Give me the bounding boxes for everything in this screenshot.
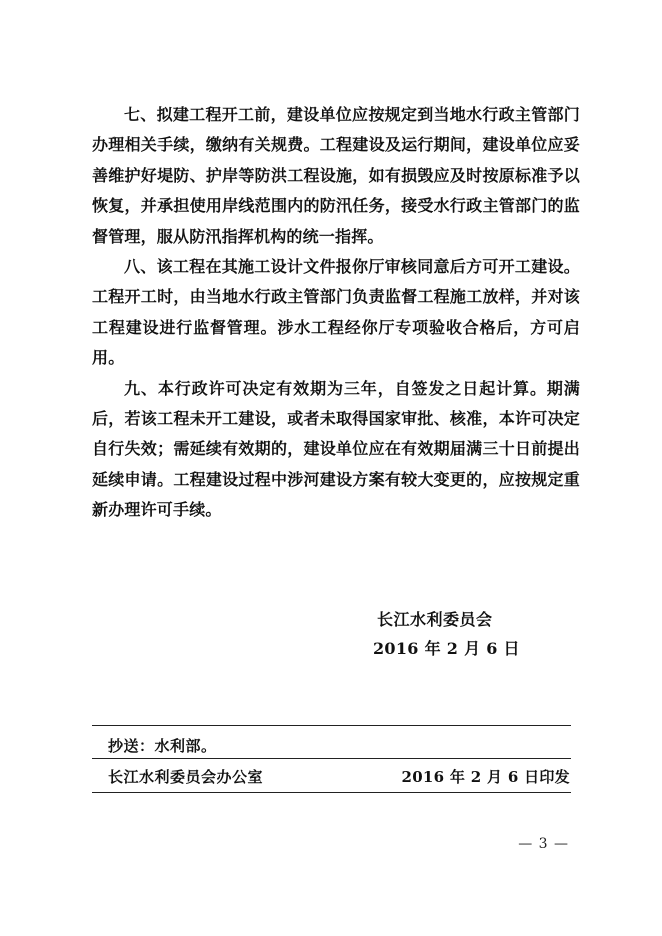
page-number: — 3 — (518, 836, 569, 852)
paragraph-eight: 八、该工程在其施工设计文件报你厅审核同意后方可开工建设。工程开工时，由当地水行政主管部门负责监督工程施工放样，并对该工程建设进行监督管理。涉水工程经你厅专项验收合格后，方可启用。 (92, 257, 580, 368)
issuing-office: 长江水利委员会办公室 (108, 768, 264, 786)
footer-divider-top (92, 725, 571, 726)
paragraph-seven: 七、拟建工程开工前，建设单位应按规定到当地水行政主管部门办理相关手续，缴纳有关规费。工程建设及运行期间，建设单位应妥善维护好堤防、护岸等防洪工程设施，如有损毁应及时按原标准予以恢复，并承担使用岸线范围内的防汛任务，接受水行政主管部门的监督管理，服从防汛指挥机构的统一指挥。 (92, 105, 580, 246)
signature-organization: 长江水利委员会 (377, 610, 493, 629)
issue-date: 2016 年 2 月 6 日印发 (401, 768, 570, 786)
paragraph-nine: 九、本行政许可决定有效期为三年，自签发之日起计算。期满后，若该工程未开工建设，或者未取得国家审批、核准，本许可决定自行失效；需延续有效期的，建设单位应在有效期届满三十日前提出延续申请。工程建设过程中涉河建设方案有较大变更的，应按规定重新办理许可手续。 (92, 378, 580, 520)
footer-divider-middle (92, 758, 571, 759)
cc-line: 抄送：水利部。 (108, 737, 217, 755)
footer-divider-bottom (92, 792, 571, 793)
document-body (92, 100, 580, 526)
signature-date: 2016 年 2 月 6 日 (373, 639, 520, 658)
